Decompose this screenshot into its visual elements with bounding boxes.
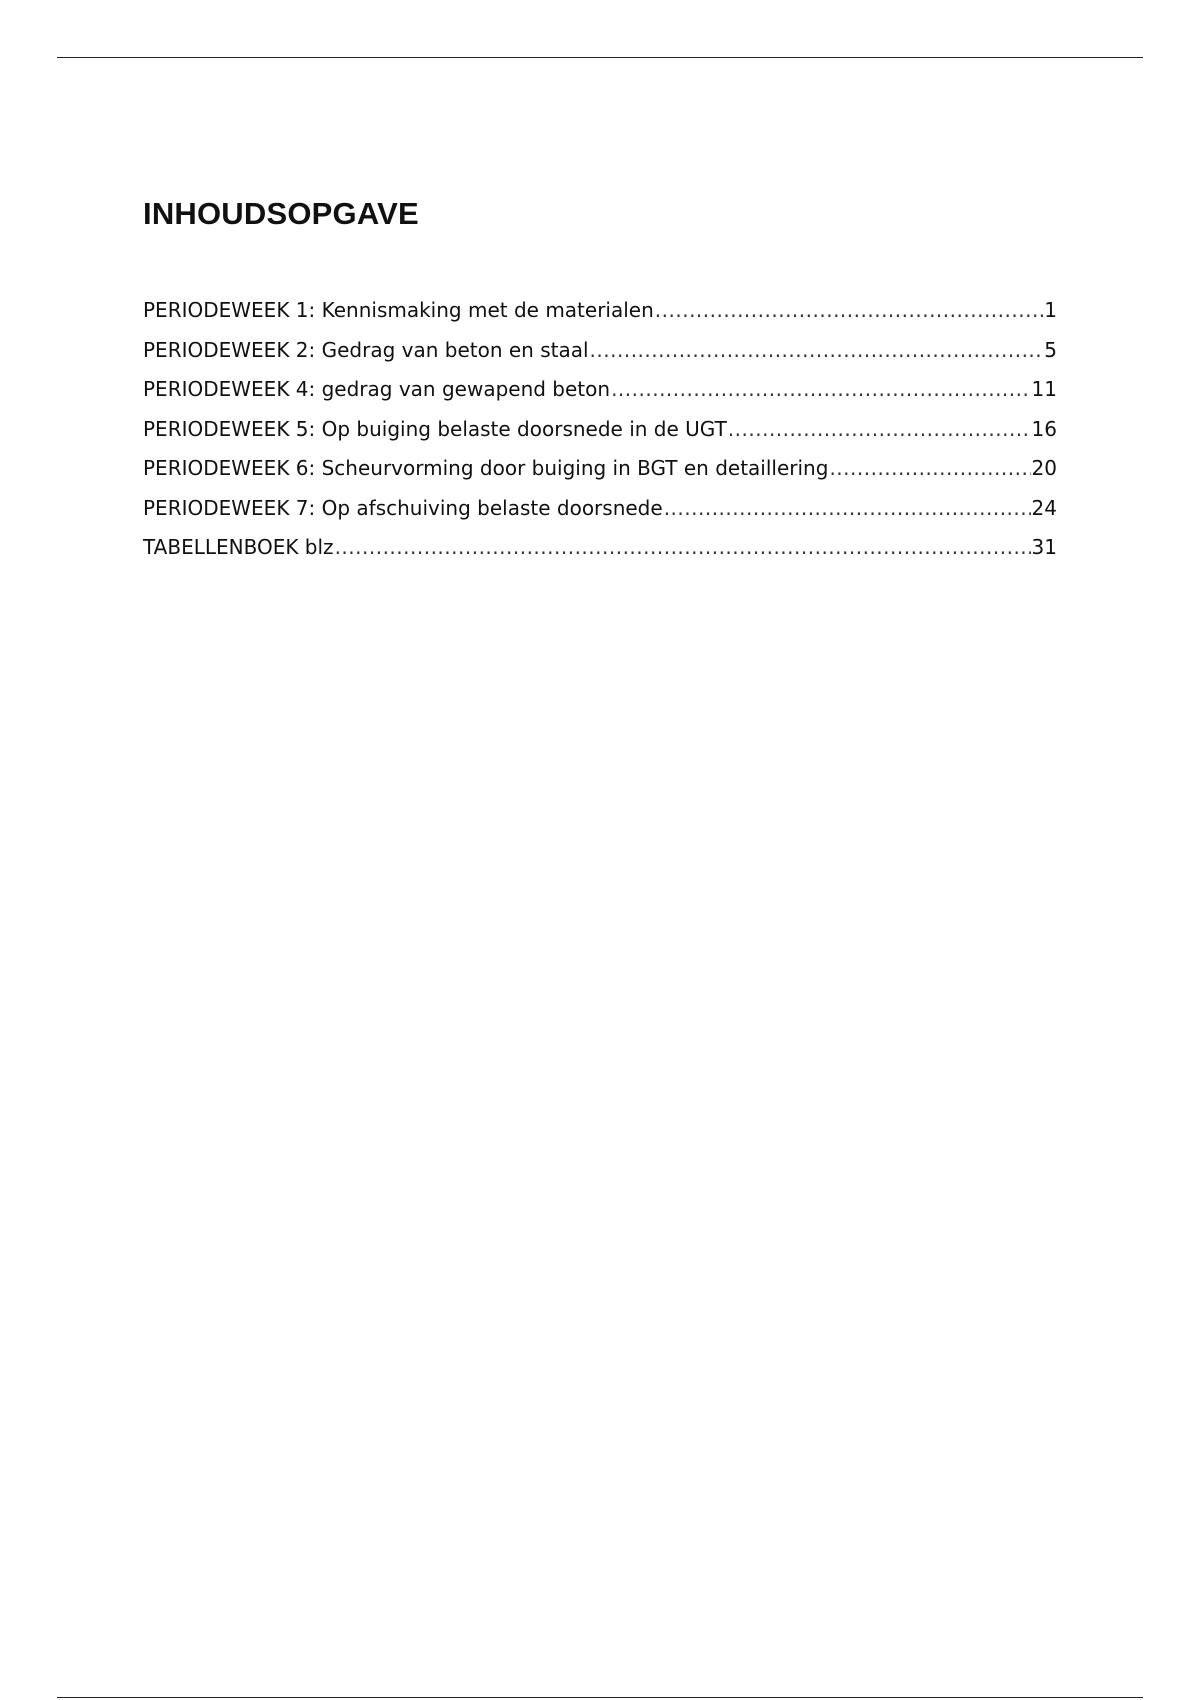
toc-dot-leader bbox=[728, 413, 1031, 445]
toc-dot-leader bbox=[664, 492, 1031, 524]
toc-dot-leader bbox=[655, 294, 1043, 326]
toc-dot-leader bbox=[611, 373, 1030, 405]
toc-entry-week-5[interactable] bbox=[143, 413, 1057, 453]
toc-entry-tabellenboek[interactable] bbox=[143, 531, 1057, 571]
toc-entry-text: PERIODEWEEK 4: gedrag van gewapend beton bbox=[143, 377, 611, 401]
toc-entry-text: PERIODEWEEK 2: Gedrag van beton en staal bbox=[143, 337, 589, 362]
toc-page-number: 31 bbox=[1031, 535, 1057, 559]
toc-entry-week-1[interactable] bbox=[143, 294, 1057, 334]
toc-entry-week-2[interactable] bbox=[143, 334, 1057, 374]
footer-rule bbox=[57, 1697, 1143, 1698]
toc-entry-text: PERIODEWEEK 5: Op buiging belaste doorsnede in de UGT bbox=[143, 416, 727, 441]
toc-entry-week-7[interactable] bbox=[143, 492, 1057, 532]
toc-dot-leader bbox=[829, 452, 1030, 484]
toc-dot-leader bbox=[335, 531, 1031, 563]
toc-entry-week-4[interactable] bbox=[143, 373, 1057, 413]
toc-page-number: 1 bbox=[1044, 298, 1057, 322]
toc-dot-leader bbox=[590, 334, 1044, 366]
toc-page-number: 11 bbox=[1031, 377, 1057, 401]
toc-page-number: 5 bbox=[1044, 337, 1057, 362]
toc-page-number: 20 bbox=[1031, 456, 1057, 480]
header-rule bbox=[57, 57, 1143, 58]
toc-entry-text: TABELLENBOEK blz bbox=[143, 535, 334, 559]
toc-entry-text: PERIODEWEEK 6: Scheurvorming door buiging in BGT en detaillering bbox=[143, 456, 829, 480]
toc-entry-week-6[interactable] bbox=[143, 452, 1057, 492]
toc-list bbox=[143, 294, 1057, 571]
toc-title: INHOUDSOPGAVE bbox=[143, 196, 419, 231]
toc-page-number: 16 bbox=[1031, 416, 1057, 441]
toc-entry-text: PERIODEWEEK 1: Kennismaking met de materialen bbox=[143, 298, 654, 322]
toc-page-number: 24 bbox=[1031, 495, 1057, 520]
toc-entry-text: PERIODEWEEK 7: Op afschuiving belaste doorsnede bbox=[143, 495, 663, 520]
